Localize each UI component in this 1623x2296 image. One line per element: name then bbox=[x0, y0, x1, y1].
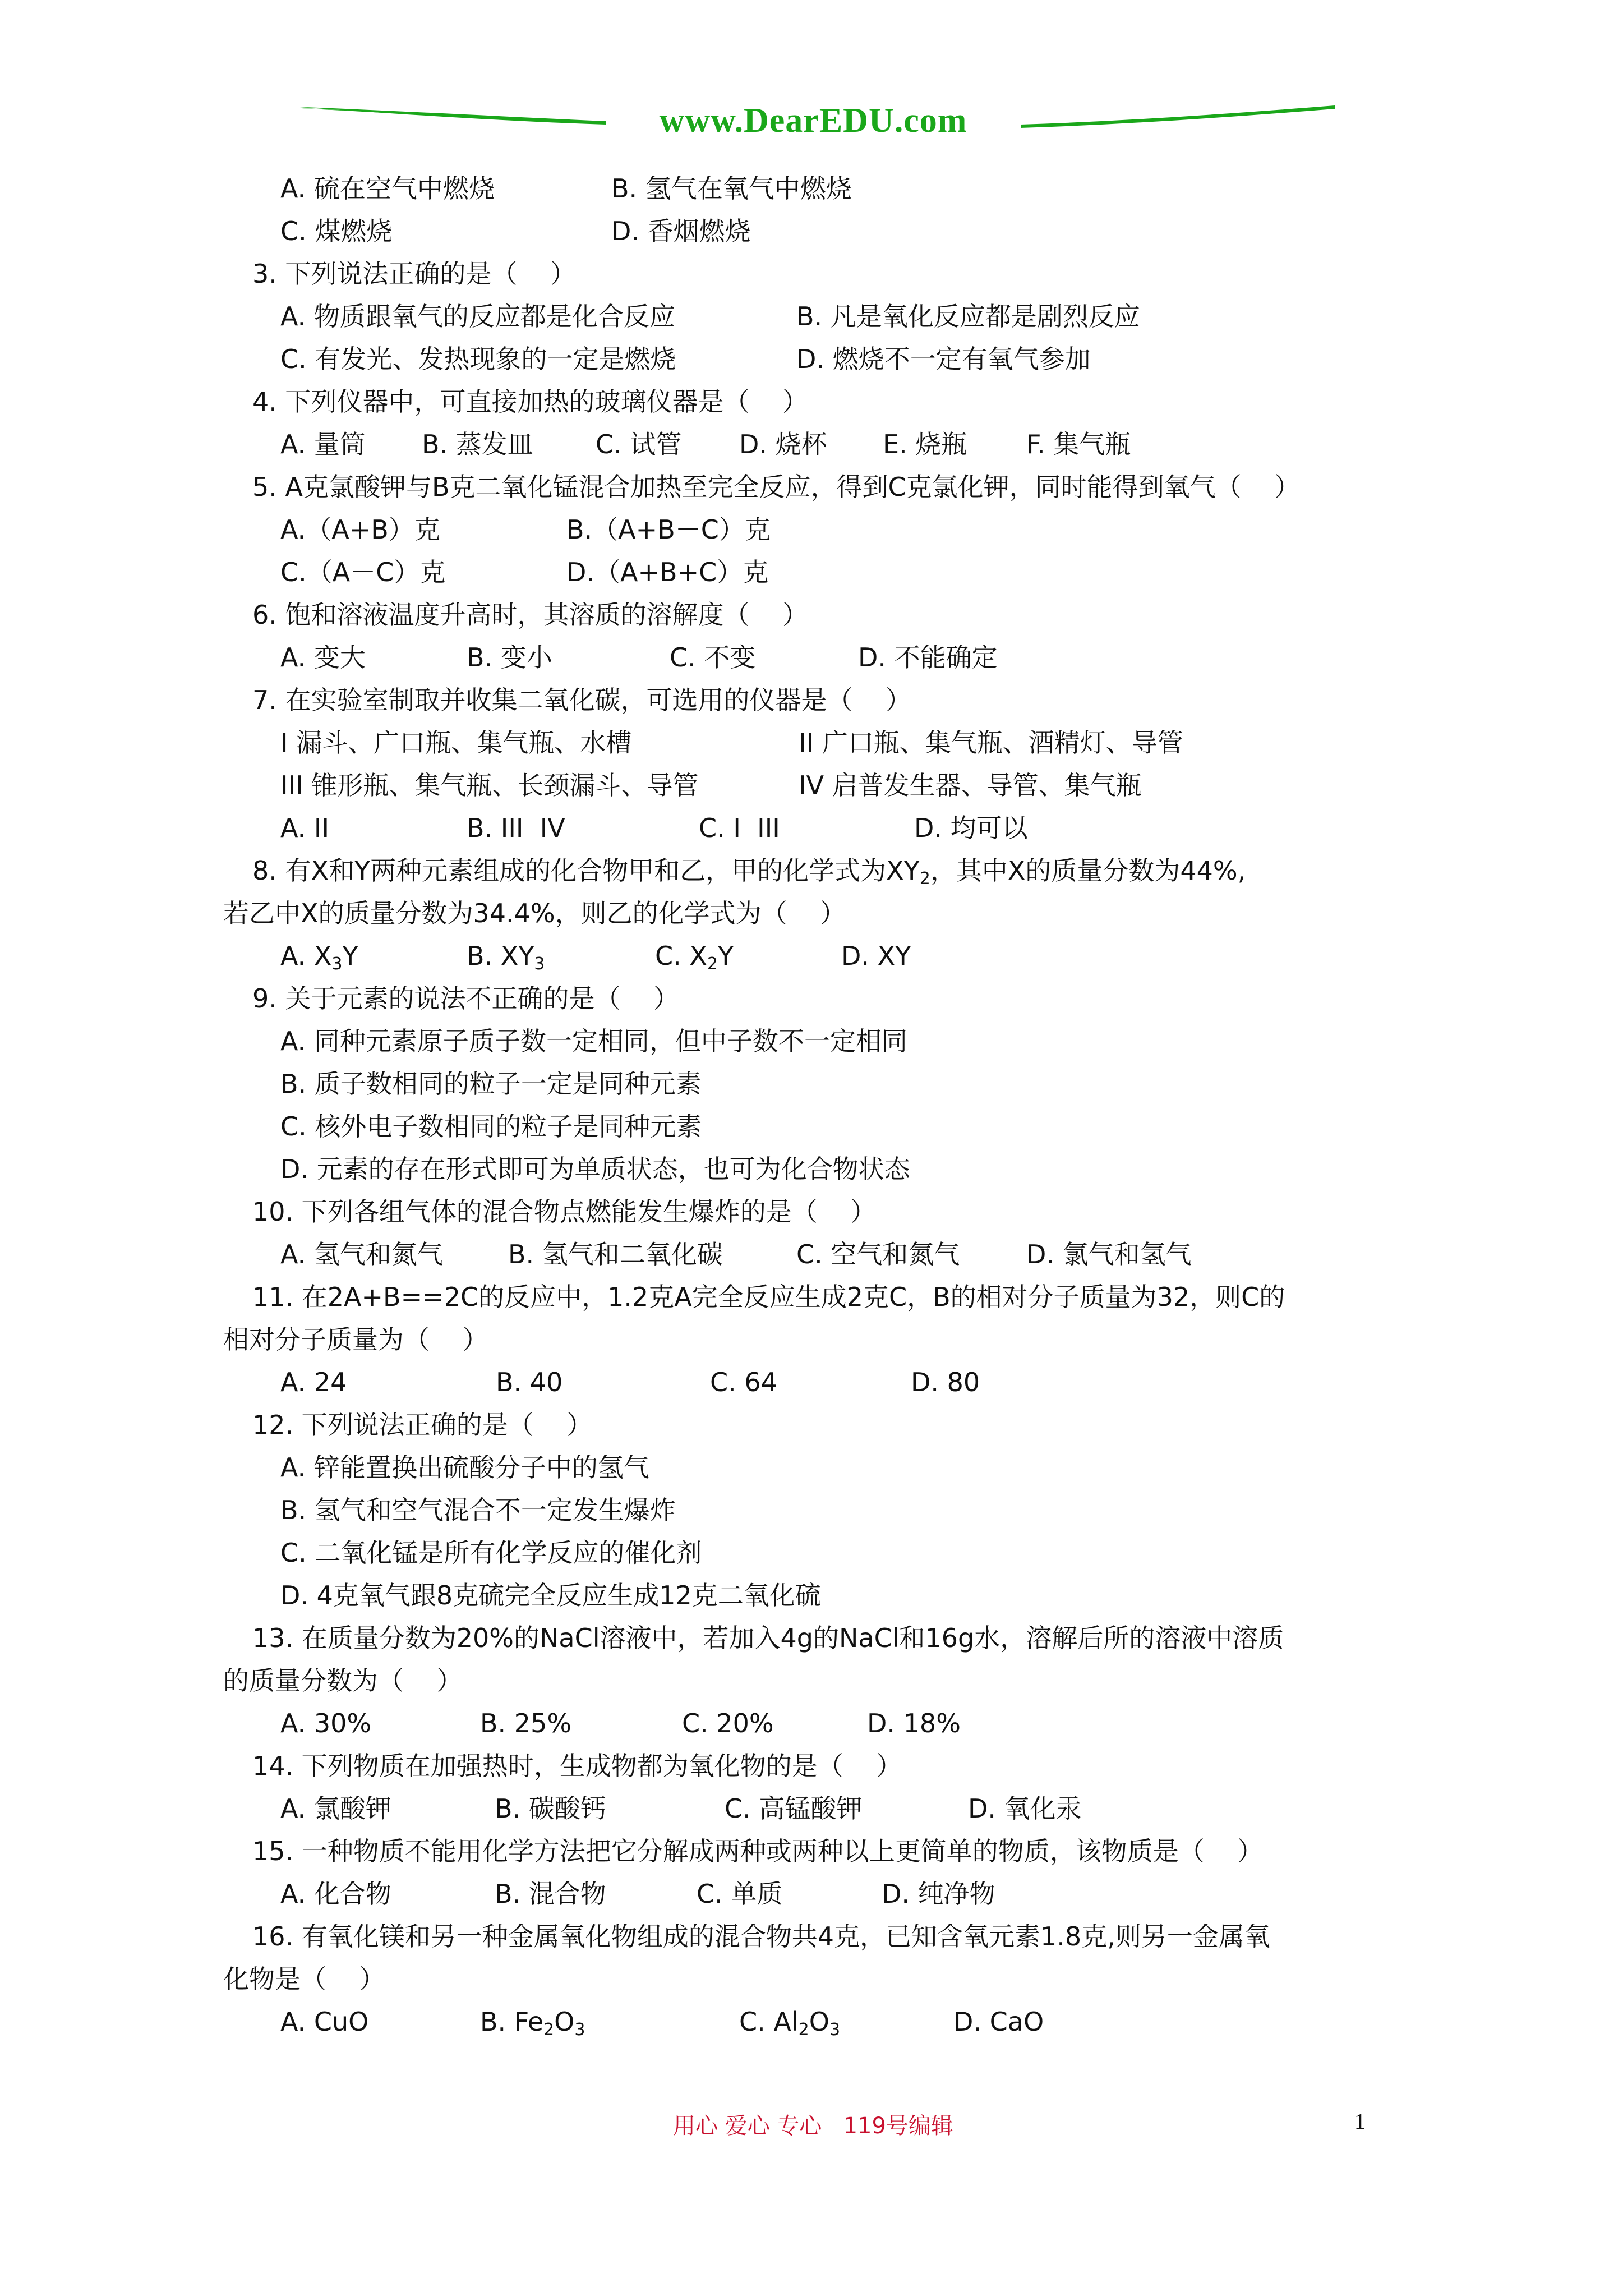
q7-option-c: C. I III bbox=[699, 813, 780, 843]
q10-option-d: D. 氯气和氢气 bbox=[1026, 1239, 1192, 1269]
q9-option-d: D. 元素的存在形式即可为单质状态，也可为化合物状态 bbox=[280, 1154, 910, 1184]
q6-stem: 6. 饱和溶液温度升高时，其溶质的溶解度（ ） bbox=[252, 600, 808, 630]
q7-stem: 7. 在实验室制取并收集二氧化碳，可选用的仪器是（ ） bbox=[252, 685, 911, 715]
q9-stem: 9. 关于元素的说法不正确的是（ ） bbox=[252, 983, 679, 1014]
q6-option-a: A. 变大 bbox=[280, 642, 366, 673]
header-banner bbox=[292, 95, 1335, 146]
q4-option-d: D. 烧杯 bbox=[739, 429, 827, 459]
q16-option-d: D. CaO bbox=[953, 2007, 1044, 2037]
q2-option-c: C. 煤燃烧 bbox=[280, 216, 393, 246]
q13-stem: 13. 在质量分数为20%的NaCl溶液中，若加入4g的NaCl和16g水，溶解后所的溶液中溶质 bbox=[252, 1623, 1284, 1653]
q15-option-b: B. 混合物 bbox=[495, 1879, 606, 1909]
q3-stem: 3. 下列说法正确的是（ ） bbox=[252, 259, 576, 289]
q6-option-c: C. 不变 bbox=[670, 642, 756, 673]
q2-option-b: B. 氢气在氧气中燃烧 bbox=[611, 173, 852, 204]
q8-stem: 8. 有X和Y两种元素组成的化合物甲和乙，甲的化学式为$XY_2$，其中X的质量分数为44%, bbox=[252, 855, 1246, 889]
q3-option-a: A. 物质跟氧气的反应都是化合反应 bbox=[280, 301, 675, 332]
q13-option-d: D. 18% bbox=[867, 1708, 961, 1738]
q4-option-c: C. 试管 bbox=[596, 429, 682, 459]
q7-option-d: D. 均可以 bbox=[914, 813, 1028, 843]
q14-option-c: C. 高锰酸钾 bbox=[725, 1793, 863, 1824]
q12-option-b: B. 氢气和空气混合不一定发生爆炸 bbox=[280, 1495, 676, 1525]
q12-option-d: D. 4克氧气跟8克硫完全反应生成12克二氧化硫 bbox=[280, 1580, 821, 1611]
q8-option-c: C. $X_2Y$ bbox=[655, 941, 734, 974]
q14-option-d: D. 氧化汞 bbox=[968, 1793, 1082, 1824]
footer-text: 用心 爱心 专心 119号编辑 bbox=[673, 2113, 953, 2139]
page-number: 1 bbox=[1354, 2109, 1366, 2134]
q7-set-i: I 漏斗、广口瓶、集气瓶、水槽 bbox=[280, 728, 632, 758]
q6-option-d: D. 不能确定 bbox=[858, 642, 998, 673]
q7-option-a: A. II bbox=[280, 813, 330, 843]
q8-option-d: D. XY bbox=[841, 941, 911, 971]
q8-stem-continued: 若乙中X的质量分数为34.4%，则乙的化学式为（ ） bbox=[223, 898, 846, 928]
q12-option-c: C. 二氧化锰是所有化学反应的催化剂 bbox=[280, 1538, 702, 1568]
q7-set-iv: IV 启普发生器、导管、集气瓶 bbox=[799, 770, 1142, 800]
q7-option-b: B. III IV bbox=[467, 813, 565, 843]
q8-option-a: A. $X_3Y$ bbox=[280, 941, 358, 974]
q11-option-c: C. 64 bbox=[710, 1367, 777, 1397]
q13-stem-continued: 的质量分数为（ ） bbox=[223, 1665, 463, 1696]
q15-option-c: C. 单质 bbox=[697, 1879, 783, 1909]
q7-set-iii: III 锥形瓶、集气瓶、长颈漏斗、导管 bbox=[280, 770, 699, 800]
q11-option-a: A. 24 bbox=[280, 1367, 347, 1397]
site-logo-text: www.DearEDU.com bbox=[659, 102, 967, 140]
q11-stem-continued: 相对分子质量为（ ） bbox=[223, 1324, 488, 1355]
q2-option-a: A. 硫在空气中燃烧 bbox=[280, 173, 495, 204]
q11-option-d: D. 80 bbox=[911, 1367, 980, 1397]
q5-stem: 5. A克氯酸钾与B克二氧化锰混合加热至完全反应，得到C克氯化钾，同时能得到氧气（ ） bbox=[252, 472, 1301, 502]
q10-option-b: B. 氢气和二氧化碳 bbox=[508, 1239, 723, 1269]
q16-stem: 16. 有氧化镁和另一种金属氧化物组成的混合物共4克，已知含氧元素1.8克,则另一金属氧 bbox=[252, 1921, 1270, 1952]
q15-option-d: D. 纯净物 bbox=[882, 1879, 995, 1909]
q4-option-a: A. 量筒 bbox=[280, 429, 366, 459]
q5-option-d: D.（A+B+C）克 bbox=[566, 557, 769, 587]
q13-option-a: A. 30% bbox=[280, 1708, 372, 1738]
q5-option-a: A.（A+B）克 bbox=[280, 514, 440, 545]
q10-option-c: C. 空气和氮气 bbox=[796, 1239, 960, 1269]
q4-option-e: E. 烧瓶 bbox=[883, 429, 967, 459]
q16-option-a: A. CuO bbox=[280, 2007, 369, 2037]
q4-option-f: F. 集气瓶 bbox=[1026, 429, 1131, 459]
q16-stem-continued: 化物是（ ） bbox=[223, 1964, 385, 1994]
q13-option-c: C. 20% bbox=[682, 1708, 774, 1738]
q11-option-b: B. 40 bbox=[496, 1367, 563, 1397]
q5-option-c: C.（A－C）克 bbox=[280, 557, 446, 587]
q12-option-a: A. 锌能置换出硫酸分子中的氢气 bbox=[280, 1452, 649, 1483]
q16-option-b: B. $Fe_2O_3$ bbox=[480, 2007, 585, 2040]
q9-option-c: C. 核外电子数相同的粒子是同种元素 bbox=[280, 1111, 702, 1142]
q3-option-b: B. 凡是氧化反应都是剧烈反应 bbox=[796, 301, 1140, 332]
q3-option-c: C. 有发光、发热现象的一定是燃烧 bbox=[280, 344, 676, 374]
q14-option-b: B. 碳酸钙 bbox=[495, 1793, 606, 1824]
q2-option-d: D. 香烟燃烧 bbox=[611, 216, 751, 246]
q3-option-d: D. 燃烧不一定有氧气参加 bbox=[796, 344, 1091, 374]
q11-stem: 11. 在2A+B==2C的反应中，1.2克A完全反应生成2克C，B的相对分子质量为32，则C的 bbox=[252, 1282, 1285, 1312]
q9-option-a: A. 同种元素原子质子数一定相同，但中子数不一定相同 bbox=[280, 1026, 907, 1056]
q10-stem: 10. 下列各组气体的混合物点燃能发生爆炸的是（ ） bbox=[252, 1197, 877, 1227]
q15-option-a: A. 化合物 bbox=[280, 1879, 391, 1909]
q13-option-b: B. 25% bbox=[480, 1708, 572, 1738]
q6-option-b: B. 变小 bbox=[467, 642, 552, 673]
q4-option-b: B. 蒸发皿 bbox=[422, 429, 533, 459]
q14-stem: 14. 下列物质在加强热时，生成物都为氧化物的是（ ） bbox=[252, 1751, 902, 1781]
q8-option-b: B. $XY_3$ bbox=[467, 941, 545, 974]
q12-stem: 12. 下列说法正确的是（ ） bbox=[252, 1410, 593, 1440]
q4-stem: 4. 下列仪器中，可直接加热的玻璃仪器是（ ） bbox=[252, 386, 808, 417]
q9-option-b: B. 质子数相同的粒子一定是同种元素 bbox=[280, 1069, 702, 1099]
q16-option-c: C. $Al_2O_3$ bbox=[739, 2007, 841, 2040]
q14-option-a: A. 氯酸钾 bbox=[280, 1793, 391, 1824]
q5-option-b: B.（A+B－C）克 bbox=[566, 514, 771, 545]
q10-option-a: A. 氢气和氮气 bbox=[280, 1239, 443, 1269]
q15-stem: 15. 一种物质不能用化学方法把它分解成两种或两种以上更简单的物质，该物质是（ ） bbox=[252, 1836, 1264, 1866]
q7-set-ii: II 广口瓶、集气瓶、酒精灯、导管 bbox=[799, 728, 1183, 758]
